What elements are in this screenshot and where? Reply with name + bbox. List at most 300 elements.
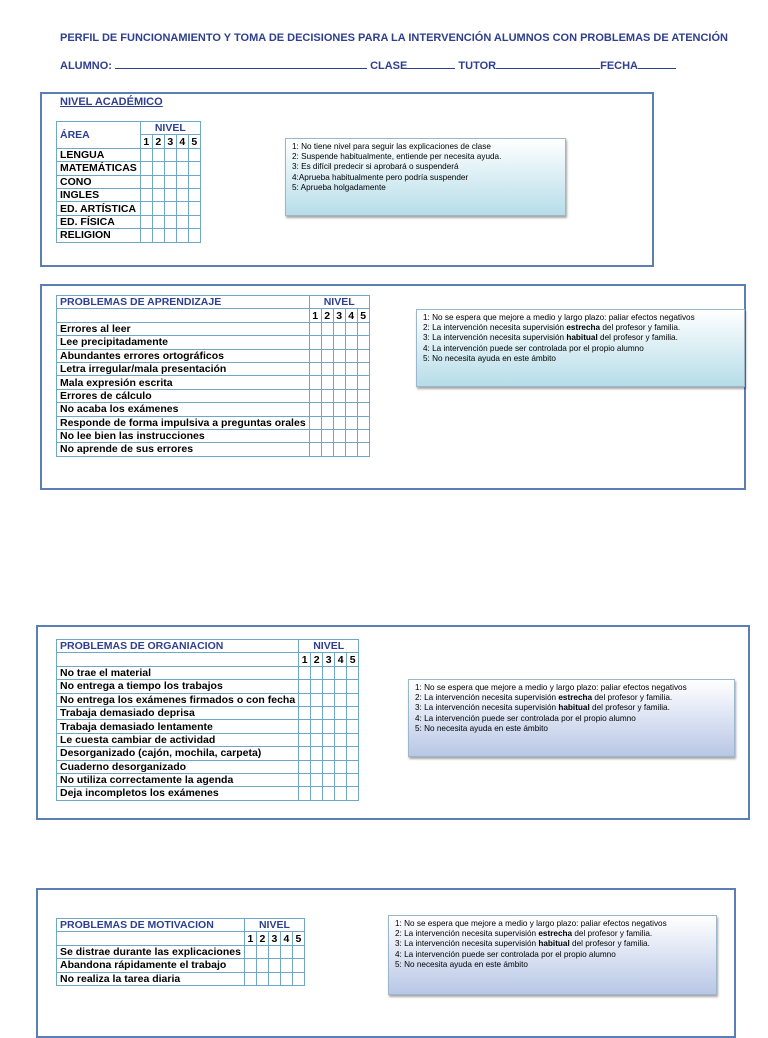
level-check-cell[interactable] bbox=[335, 747, 347, 760]
level-check-cell[interactable] bbox=[333, 349, 345, 362]
legend-line bbox=[415, 683, 728, 693]
legend-text: del profesor y familia. bbox=[600, 323, 681, 333]
level-check-cell[interactable] bbox=[256, 959, 268, 972]
level-check-cell[interactable] bbox=[188, 162, 200, 175]
level-check-cell[interactable] bbox=[280, 959, 292, 972]
level-number: 2 bbox=[152, 135, 164, 148]
level-check-cell[interactable] bbox=[321, 362, 333, 375]
level-check-cell[interactable] bbox=[244, 959, 256, 972]
level-number: 1 bbox=[140, 135, 152, 148]
legend-line bbox=[395, 939, 710, 949]
level-check-cell[interactable] bbox=[164, 229, 176, 242]
level-check-cell[interactable] bbox=[188, 148, 200, 161]
legend-emphasis: estrecha bbox=[566, 323, 601, 333]
row-label: ED. ARTÍSTICA bbox=[57, 202, 141, 215]
row-label: Le cuesta cambiar de actividad bbox=[57, 733, 299, 746]
level-check-cell[interactable] bbox=[292, 972, 304, 985]
legend-line bbox=[415, 693, 728, 703]
legend-line bbox=[415, 703, 728, 713]
legend-text: 5: No necesita ayuda en este ámbito bbox=[423, 353, 556, 363]
level-check-cell[interactable] bbox=[299, 773, 311, 786]
row-label: Desorganizado (cajón, mochila, carpeta) bbox=[57, 747, 299, 760]
level-check-cell[interactable] bbox=[176, 215, 188, 228]
empty-cell bbox=[57, 932, 245, 945]
level-check-cell[interactable] bbox=[321, 376, 333, 389]
level-number: 4 bbox=[176, 135, 188, 148]
legend-text: 5: No necesita ayuda en este ámbito bbox=[395, 959, 528, 969]
level-check-cell[interactable] bbox=[188, 202, 200, 215]
nivel-academico-legend bbox=[285, 138, 566, 216]
table-row bbox=[57, 680, 359, 693]
level-check-cell[interactable] bbox=[323, 680, 335, 693]
level-check-cell[interactable] bbox=[333, 362, 345, 375]
empty-cell bbox=[57, 653, 299, 666]
table-row bbox=[57, 760, 359, 773]
legend-emphasis: habitual bbox=[538, 939, 570, 949]
level-number: 4 bbox=[335, 653, 347, 666]
row-label: Trabaja demasiado lentamente bbox=[57, 720, 299, 733]
level-number: 5 bbox=[188, 135, 200, 148]
level-check-cell[interactable] bbox=[321, 429, 333, 442]
level-check-cell[interactable] bbox=[299, 787, 311, 800]
legend-line bbox=[423, 313, 738, 323]
level-check-cell[interactable] bbox=[309, 416, 321, 429]
level-check-cell[interactable] bbox=[347, 666, 359, 679]
level-check-cell[interactable] bbox=[299, 733, 311, 746]
table-row bbox=[57, 416, 370, 429]
row-label: No realiza la tarea diaria bbox=[57, 972, 245, 985]
row-label: Deja incompletos los exámenes bbox=[57, 787, 299, 800]
level-check-cell[interactable] bbox=[140, 162, 152, 175]
level-check-cell[interactable] bbox=[299, 747, 311, 760]
row-label: Trabaja demasiado deprisa bbox=[57, 706, 299, 719]
level-check-cell[interactable] bbox=[309, 322, 321, 335]
table-header-row bbox=[57, 640, 359, 653]
level-check-cell[interactable] bbox=[323, 760, 335, 773]
level-check-cell[interactable] bbox=[357, 389, 369, 402]
legend-text: 1: No se espera que mejore a medio y largo plazo: paliar efectos negativos bbox=[423, 313, 695, 322]
legend-text: del profesor y familia. bbox=[572, 929, 653, 939]
level-check-cell[interactable] bbox=[323, 787, 335, 800]
level-check-cell[interactable] bbox=[335, 773, 347, 786]
legend-line bbox=[395, 929, 710, 939]
legend-emphasis: habitual bbox=[566, 333, 598, 343]
legend-line: 3: Es difícil predecir si aprobará o suspenderá bbox=[292, 162, 459, 172]
level-check-cell[interactable] bbox=[188, 175, 200, 188]
level-check-cell[interactable] bbox=[309, 336, 321, 349]
level-check-cell[interactable] bbox=[321, 416, 333, 429]
legend-text: 2: La intervención necesita supervisión bbox=[415, 693, 559, 703]
table-row bbox=[57, 362, 370, 375]
legend-line bbox=[423, 344, 738, 354]
level-check-cell[interactable] bbox=[299, 680, 311, 693]
level-check-cell[interactable] bbox=[335, 733, 347, 746]
row-label: No acaba los exámenes bbox=[57, 403, 310, 416]
level-check-cell[interactable] bbox=[311, 680, 323, 693]
level-check-cell[interactable] bbox=[188, 188, 200, 201]
level-check-cell[interactable] bbox=[164, 175, 176, 188]
row-label: Responde de forma impulsiva a preguntas orales bbox=[57, 416, 310, 429]
nivel-header: NIVEL bbox=[309, 296, 369, 309]
table-row bbox=[57, 403, 370, 416]
level-check-cell[interactable] bbox=[347, 747, 359, 760]
level-check-cell[interactable] bbox=[333, 416, 345, 429]
level-check-cell[interactable] bbox=[311, 666, 323, 679]
level-number: 1 bbox=[244, 932, 256, 945]
level-check-cell[interactable] bbox=[323, 706, 335, 719]
level-check-cell[interactable] bbox=[335, 787, 347, 800]
level-check-cell[interactable] bbox=[140, 202, 152, 215]
row-label: No utiliza correctamente la agenda bbox=[57, 773, 299, 786]
level-check-cell[interactable] bbox=[323, 733, 335, 746]
level-check-cell[interactable] bbox=[309, 429, 321, 442]
table-row bbox=[57, 376, 370, 389]
table-row bbox=[57, 229, 201, 242]
level-check-cell[interactable] bbox=[299, 706, 311, 719]
legend-text: 4: La intervención puede ser controlada por el propio alumno bbox=[395, 949, 616, 959]
legend-emphasis: estrecha bbox=[538, 929, 573, 939]
level-check-cell[interactable] bbox=[309, 362, 321, 375]
aprendizaje-table bbox=[56, 295, 370, 457]
table-row bbox=[57, 666, 359, 679]
legend-text: del profesor y familia. bbox=[569, 939, 650, 949]
level-number: 4 bbox=[280, 932, 292, 945]
level-check-cell[interactable] bbox=[152, 229, 164, 242]
level-check-cell[interactable] bbox=[176, 175, 188, 188]
row-label: Abundantes errores ortográficos bbox=[57, 349, 310, 362]
level-check-cell[interactable] bbox=[152, 188, 164, 201]
table-row bbox=[57, 945, 305, 958]
level-check-cell[interactable] bbox=[345, 336, 357, 349]
level-check-cell[interactable] bbox=[152, 215, 164, 228]
student-info-line bbox=[60, 58, 676, 72]
level-check-cell[interactable] bbox=[164, 148, 176, 161]
legend-line bbox=[415, 724, 728, 734]
level-check-cell[interactable] bbox=[164, 215, 176, 228]
level-check-cell[interactable] bbox=[347, 720, 359, 733]
table-row bbox=[57, 429, 370, 442]
table-row bbox=[57, 322, 370, 335]
legend-line bbox=[423, 354, 738, 364]
level-check-cell[interactable] bbox=[347, 693, 359, 706]
level-check-cell[interactable] bbox=[321, 336, 333, 349]
level-check-cell[interactable] bbox=[357, 403, 369, 416]
table-row bbox=[57, 336, 370, 349]
level-check-cell[interactable] bbox=[345, 322, 357, 335]
row-label: Errores de cálculo bbox=[57, 389, 310, 402]
level-check-cell[interactable] bbox=[357, 416, 369, 429]
table-row bbox=[57, 787, 359, 800]
table-row bbox=[57, 693, 359, 706]
legend-text: 3: La intervención necesita supervisión bbox=[415, 703, 559, 713]
clase-field[interactable] bbox=[407, 58, 455, 69]
table-row bbox=[57, 773, 359, 786]
level-check-cell[interactable] bbox=[188, 229, 200, 242]
motivacion-table bbox=[56, 918, 305, 986]
level-check-cell[interactable] bbox=[309, 349, 321, 362]
level-check-cell[interactable] bbox=[311, 720, 323, 733]
level-check-cell[interactable] bbox=[357, 349, 369, 362]
legend-line bbox=[423, 323, 738, 333]
page-title: PERFIL DE FUNCIONAMIENTO Y TOMA DE DECISIONES PARA LA INTERVENCIÓN ALUMNOS CON PROBLEMAS DE ATENCIÓN bbox=[60, 32, 728, 44]
table-row bbox=[57, 175, 201, 188]
level-check-cell[interactable] bbox=[309, 403, 321, 416]
level-check-cell[interactable] bbox=[299, 666, 311, 679]
row-label: Errores al leer bbox=[57, 322, 310, 335]
level-check-cell[interactable] bbox=[333, 389, 345, 402]
level-check-cell[interactable] bbox=[152, 148, 164, 161]
level-check-cell[interactable] bbox=[311, 706, 323, 719]
level-number: 1 bbox=[299, 653, 311, 666]
level-check-cell[interactable] bbox=[140, 215, 152, 228]
row-label: No trae el material bbox=[57, 666, 299, 679]
table-row bbox=[57, 720, 359, 733]
row-label: No entrega a tiempo los trabajos bbox=[57, 680, 299, 693]
table-row bbox=[57, 148, 201, 161]
level-check-cell[interactable] bbox=[335, 666, 347, 679]
table-row bbox=[57, 747, 359, 760]
level-number: 5 bbox=[357, 309, 369, 322]
level-check-cell[interactable] bbox=[333, 429, 345, 442]
level-check-cell[interactable] bbox=[345, 443, 357, 456]
level-check-cell[interactable] bbox=[140, 229, 152, 242]
nivel-academico-heading: NIVEL ACADÉMICO bbox=[60, 96, 163, 108]
level-number: 1 bbox=[309, 309, 321, 322]
level-check-cell[interactable] bbox=[323, 693, 335, 706]
legend-text: 5: No necesita ayuda en este ámbito bbox=[415, 723, 548, 733]
level-check-cell[interactable] bbox=[299, 720, 311, 733]
level-check-cell[interactable] bbox=[321, 322, 333, 335]
level-number: 5 bbox=[292, 932, 304, 945]
level-numbers-row bbox=[57, 932, 305, 945]
level-number: 3 bbox=[323, 653, 335, 666]
table-header-row bbox=[57, 919, 305, 932]
level-check-cell[interactable] bbox=[335, 680, 347, 693]
level-check-cell[interactable] bbox=[335, 706, 347, 719]
level-check-cell[interactable] bbox=[299, 760, 311, 773]
table-header-row bbox=[57, 296, 370, 309]
legend-text: 1: No se espera que mejore a medio y largo plazo: paliar efectos negativos bbox=[395, 919, 667, 928]
level-check-cell[interactable] bbox=[309, 443, 321, 456]
row-label: RELIGION bbox=[57, 229, 141, 242]
level-check-cell[interactable] bbox=[347, 733, 359, 746]
level-check-cell[interactable] bbox=[268, 959, 280, 972]
row-label: Lee precipitadamente bbox=[57, 336, 310, 349]
level-check-cell[interactable] bbox=[268, 945, 280, 958]
level-check-cell[interactable] bbox=[140, 188, 152, 201]
table-row bbox=[57, 188, 201, 201]
level-check-cell[interactable] bbox=[140, 148, 152, 161]
empty-cell bbox=[57, 309, 310, 322]
table-row bbox=[57, 706, 359, 719]
level-check-cell[interactable] bbox=[280, 945, 292, 958]
level-check-cell[interactable] bbox=[311, 733, 323, 746]
level-check-cell[interactable] bbox=[268, 972, 280, 985]
level-check-cell[interactable] bbox=[323, 773, 335, 786]
organizacion-table bbox=[56, 639, 359, 801]
level-check-cell[interactable] bbox=[164, 202, 176, 215]
level-check-cell[interactable] bbox=[323, 666, 335, 679]
legend-text: del profesor y familia. bbox=[597, 333, 678, 343]
table-row bbox=[57, 443, 370, 456]
level-check-cell[interactable] bbox=[323, 720, 335, 733]
row-label: Se distrae durante las explicaciones bbox=[57, 945, 245, 958]
table-row bbox=[57, 162, 201, 175]
level-check-cell[interactable] bbox=[345, 429, 357, 442]
level-check-cell[interactable] bbox=[176, 188, 188, 201]
row-label: Mala expresión escrita bbox=[57, 376, 310, 389]
fecha-field[interactable] bbox=[638, 58, 676, 69]
legend-emphasis: estrecha bbox=[558, 693, 593, 703]
fecha-label: FECHA bbox=[600, 60, 638, 72]
row-label: Letra irregular/mala presentación bbox=[57, 362, 310, 375]
level-number: 4 bbox=[345, 309, 357, 322]
table-row bbox=[57, 202, 201, 215]
legend-line bbox=[415, 714, 728, 724]
nivel-header: NIVEL bbox=[244, 919, 304, 932]
level-check-cell[interactable] bbox=[335, 720, 347, 733]
legend-line bbox=[423, 333, 738, 343]
level-numbers-row bbox=[57, 653, 359, 666]
legend-line: 2: Suspende habitualmente, entiende per necesita ayuda. bbox=[292, 152, 502, 162]
legend-line bbox=[395, 950, 710, 960]
level-check-cell[interactable] bbox=[345, 349, 357, 362]
level-check-cell[interactable] bbox=[176, 148, 188, 161]
nivel-header: NIVEL bbox=[140, 122, 200, 135]
level-check-cell[interactable] bbox=[309, 376, 321, 389]
level-check-cell[interactable] bbox=[357, 322, 369, 335]
level-check-cell[interactable] bbox=[164, 162, 176, 175]
level-check-cell[interactable] bbox=[357, 443, 369, 456]
table-header-row bbox=[57, 122, 201, 135]
aprendizaje-legend bbox=[416, 309, 745, 387]
level-check-cell[interactable] bbox=[333, 443, 345, 456]
level-check-cell[interactable] bbox=[321, 443, 333, 456]
clase-label: CLASE bbox=[370, 60, 408, 72]
table-row bbox=[57, 972, 305, 985]
level-check-cell[interactable] bbox=[244, 945, 256, 958]
level-number: 3 bbox=[164, 135, 176, 148]
nivel-header: NIVEL bbox=[299, 640, 359, 653]
table-header-label: ÁREA bbox=[57, 122, 141, 149]
nivel-academico-table bbox=[56, 121, 201, 243]
level-number: 2 bbox=[321, 309, 333, 322]
tutor-field[interactable] bbox=[496, 58, 600, 69]
legend-text: 2: La intervención necesita supervisión bbox=[423, 323, 567, 333]
level-check-cell[interactable] bbox=[311, 787, 323, 800]
legend-text: 4: La intervención puede ser controlada por el propio alumno bbox=[423, 343, 644, 353]
legend-text: 3: La intervención necesita supervisión bbox=[423, 333, 567, 343]
level-check-cell[interactable] bbox=[311, 773, 323, 786]
row-label: No aprende de sus errores bbox=[57, 443, 310, 456]
motivacion-legend bbox=[388, 915, 717, 995]
level-check-cell[interactable] bbox=[323, 747, 335, 760]
level-check-cell[interactable] bbox=[321, 389, 333, 402]
level-check-cell[interactable] bbox=[333, 376, 345, 389]
alumno-field[interactable] bbox=[115, 58, 367, 69]
level-check-cell[interactable] bbox=[357, 336, 369, 349]
level-check-cell[interactable] bbox=[152, 175, 164, 188]
row-label: Abandona rápidamente el trabajo bbox=[57, 959, 245, 972]
level-check-cell[interactable] bbox=[176, 202, 188, 215]
table-row bbox=[57, 215, 201, 228]
level-check-cell[interactable] bbox=[345, 362, 357, 375]
level-check-cell[interactable] bbox=[152, 202, 164, 215]
level-check-cell[interactable] bbox=[347, 787, 359, 800]
level-check-cell[interactable] bbox=[321, 403, 333, 416]
table-row bbox=[57, 959, 305, 972]
level-check-cell[interactable] bbox=[164, 188, 176, 201]
legend-line: 1: No tiene nivel para seguir las explicaciones de clase bbox=[292, 142, 491, 151]
level-check-cell[interactable] bbox=[309, 389, 321, 402]
legend-line: 4:Aprueba habitualmente pero podría suspender bbox=[292, 172, 469, 182]
organizacion-legend bbox=[408, 679, 735, 757]
level-check-cell[interactable] bbox=[347, 680, 359, 693]
level-check-cell[interactable] bbox=[357, 429, 369, 442]
tutor-label: TUTOR bbox=[458, 60, 497, 72]
level-check-cell[interactable] bbox=[347, 760, 359, 773]
row-label: LENGUA bbox=[57, 148, 141, 161]
legend-text: 3: La intervención necesita supervisión bbox=[395, 939, 539, 949]
level-check-cell[interactable] bbox=[176, 162, 188, 175]
level-check-cell[interactable] bbox=[345, 416, 357, 429]
table-header-label: PROBLEMAS DE MOTIVACION bbox=[57, 919, 245, 932]
level-check-cell[interactable] bbox=[299, 693, 311, 706]
row-label: No lee bien las instrucciones bbox=[57, 429, 310, 442]
table-header-label: PROBLEMAS DE ORGANIACION bbox=[57, 640, 299, 653]
level-check-cell[interactable] bbox=[188, 215, 200, 228]
level-check-cell[interactable] bbox=[357, 362, 369, 375]
alumno-label: ALUMNO: bbox=[60, 60, 112, 72]
legend-line: 5: Aprueba holgadamente bbox=[292, 182, 386, 192]
level-number: 2 bbox=[256, 932, 268, 945]
level-check-cell[interactable] bbox=[256, 945, 268, 958]
table-row bbox=[57, 389, 370, 402]
level-check-cell[interactable] bbox=[311, 747, 323, 760]
level-check-cell[interactable] bbox=[311, 760, 323, 773]
level-check-cell[interactable] bbox=[152, 162, 164, 175]
level-check-cell[interactable] bbox=[335, 760, 347, 773]
level-check-cell[interactable] bbox=[347, 706, 359, 719]
level-check-cell[interactable] bbox=[333, 336, 345, 349]
table-header-label: PROBLEMAS DE APRENDIZAJE bbox=[57, 296, 310, 309]
level-check-cell[interactable] bbox=[345, 376, 357, 389]
level-check-cell[interactable] bbox=[347, 773, 359, 786]
level-check-cell[interactable] bbox=[357, 376, 369, 389]
legend-text: 2: La intervención necesita supervisión bbox=[395, 929, 539, 939]
row-label: INGLES bbox=[57, 188, 141, 201]
level-check-cell[interactable] bbox=[335, 693, 347, 706]
legend-text: 1: No se espera que mejore a medio y largo plazo: paliar efectos negativos bbox=[415, 683, 687, 692]
legend-line bbox=[395, 960, 710, 970]
level-check-cell[interactable] bbox=[345, 389, 357, 402]
level-check-cell[interactable] bbox=[176, 229, 188, 242]
level-check-cell[interactable] bbox=[244, 972, 256, 985]
level-check-cell[interactable] bbox=[321, 349, 333, 362]
row-label: CONO bbox=[57, 175, 141, 188]
level-check-cell[interactable] bbox=[140, 175, 152, 188]
level-check-cell[interactable] bbox=[333, 322, 345, 335]
level-number: 5 bbox=[347, 653, 359, 666]
level-check-cell[interactable] bbox=[292, 959, 304, 972]
level-check-cell[interactable] bbox=[333, 403, 345, 416]
level-check-cell[interactable] bbox=[256, 972, 268, 985]
level-check-cell[interactable] bbox=[311, 693, 323, 706]
legend-emphasis: habitual bbox=[558, 703, 590, 713]
level-check-cell[interactable] bbox=[345, 403, 357, 416]
level-check-cell[interactable] bbox=[292, 945, 304, 958]
level-check-cell[interactable] bbox=[280, 972, 292, 985]
